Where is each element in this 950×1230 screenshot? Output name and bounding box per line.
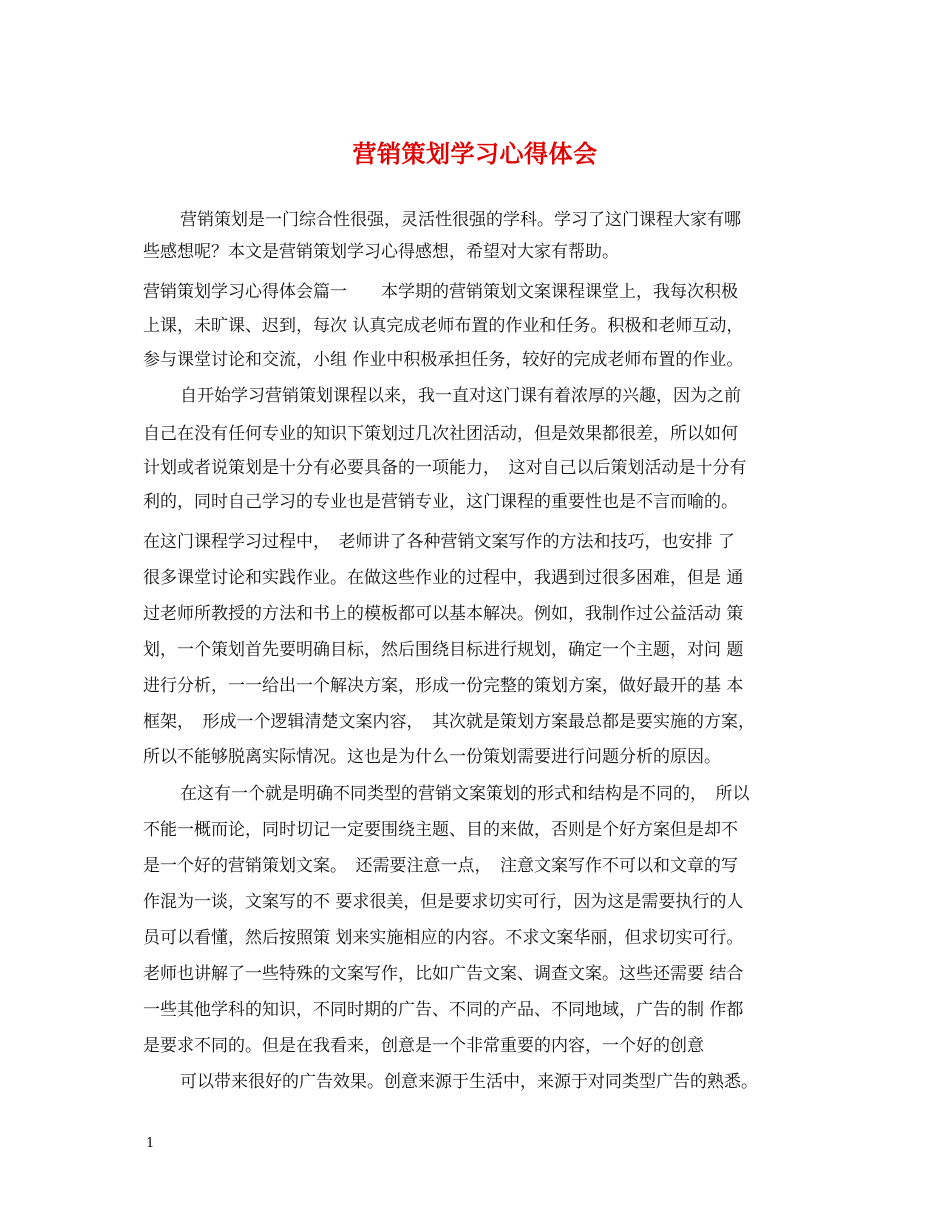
text-line: 一些其他学科的知识，不同时期的广告、不同的产品、不同地域，广告的制 作都 (143, 1000, 744, 1020)
text-line: 自己在没有任何专业的知识下策划过几次社团活动，但是效果都很差，所以如何 (143, 424, 738, 444)
text-line: 计划或者说策划是十分有必要具备的一项能力， 这对自己以后策划活动是十分有 (143, 458, 747, 478)
text-line: 不能一概而论，同时切记一定要围绕主题、目的来做，否则是个好方案但是却不 (143, 820, 738, 840)
text-line: 营销策划学习心得体会篇一 本学期的营销策划文案课程课堂上，我每次积极 (143, 282, 738, 302)
text-line: 作混为一谈，文案写的不 要求很美，但是要求切实可行，因为这是需要执行的人 (143, 892, 744, 912)
text-line: 些感想呢？本文是营销策划学习心得感想，希望对大家有帮助。 (143, 242, 619, 262)
text-line: 自开始学习营销策划课程以来，我一直对这门课有着浓厚的兴趣，因为之前 (180, 386, 741, 406)
text-line: 可以带来很好的广告效果。创意来源于生活中，来源于对同类型广告的熟悉。 (180, 1072, 758, 1092)
text-line: 很多课堂讨论和实践作业。在做这些作业的过程中，我遇到过很多困难，但是 通 (143, 568, 744, 588)
text-line: 员可以看懂，然后按照策 划来实施相应的内容。不求文案华丽，但求切实可行。 (143, 928, 744, 948)
text-line: 框架， 形成一个逻辑清楚文案内容， 其次就是策划方案最总都是要实施的方案， (143, 712, 755, 732)
text-line: 利的，同时自己学习的专业也是营销专业，这门课程的重要性也是不言而喻的。 (143, 492, 738, 512)
page-number: 1 (146, 1136, 155, 1151)
text-line: 是一个好的营销策划文案。 还需要注意一点， 注意文案写作不可以和文章的写 (143, 856, 738, 876)
text-line: 上课，未旷课、迟到，每次 认真完成老师布置的作业和任务。积极和老师互动， (143, 316, 744, 336)
text-line: 过老师所教授的方法和书上的模板都可以基本解决。例如，我制作过公益活动 策 (143, 604, 744, 624)
text-line: 在这门课程学习过程中， 老师讲了各种营销文案写作的方法和技巧，也安排 了 (143, 532, 735, 552)
text-line: 划，一个策划首先要明确目标，然后围绕目标进行规划，确定一个主题，对问 题 (143, 640, 744, 660)
text-line: 参与课堂讨论和交流，小组 作业中积极承担任务，较好的完成老师布置的作业。 (143, 350, 744, 370)
text-line: 营销策划是一门综合性很强，灵活性很强的学科。学习了这门课程大家有哪 (180, 210, 741, 230)
text-line: 老师也讲解了一些特殊的文案写作，比如广告文案、调查文案。这些还需要 结合 (143, 964, 744, 984)
document-title: 营销策划学习心得体会 (352, 140, 598, 168)
text-line: 是要求不同的。但是在我看来，创意是一个非常重要的内容，一个好的创意 (143, 1036, 704, 1056)
text-line: 在这有一个就是明确不同类型的营销文案策划的形式和结构是不同的， 所以 (180, 784, 750, 804)
text-line: 进行分析，一一给出一个解决方案，形成一份完整的策划方案，做好最开的基 本 (143, 676, 744, 696)
text-line: 所以不能够脱离实际情况。这也是为什么一份策划需要进行问题分析的原因。 (143, 747, 721, 767)
